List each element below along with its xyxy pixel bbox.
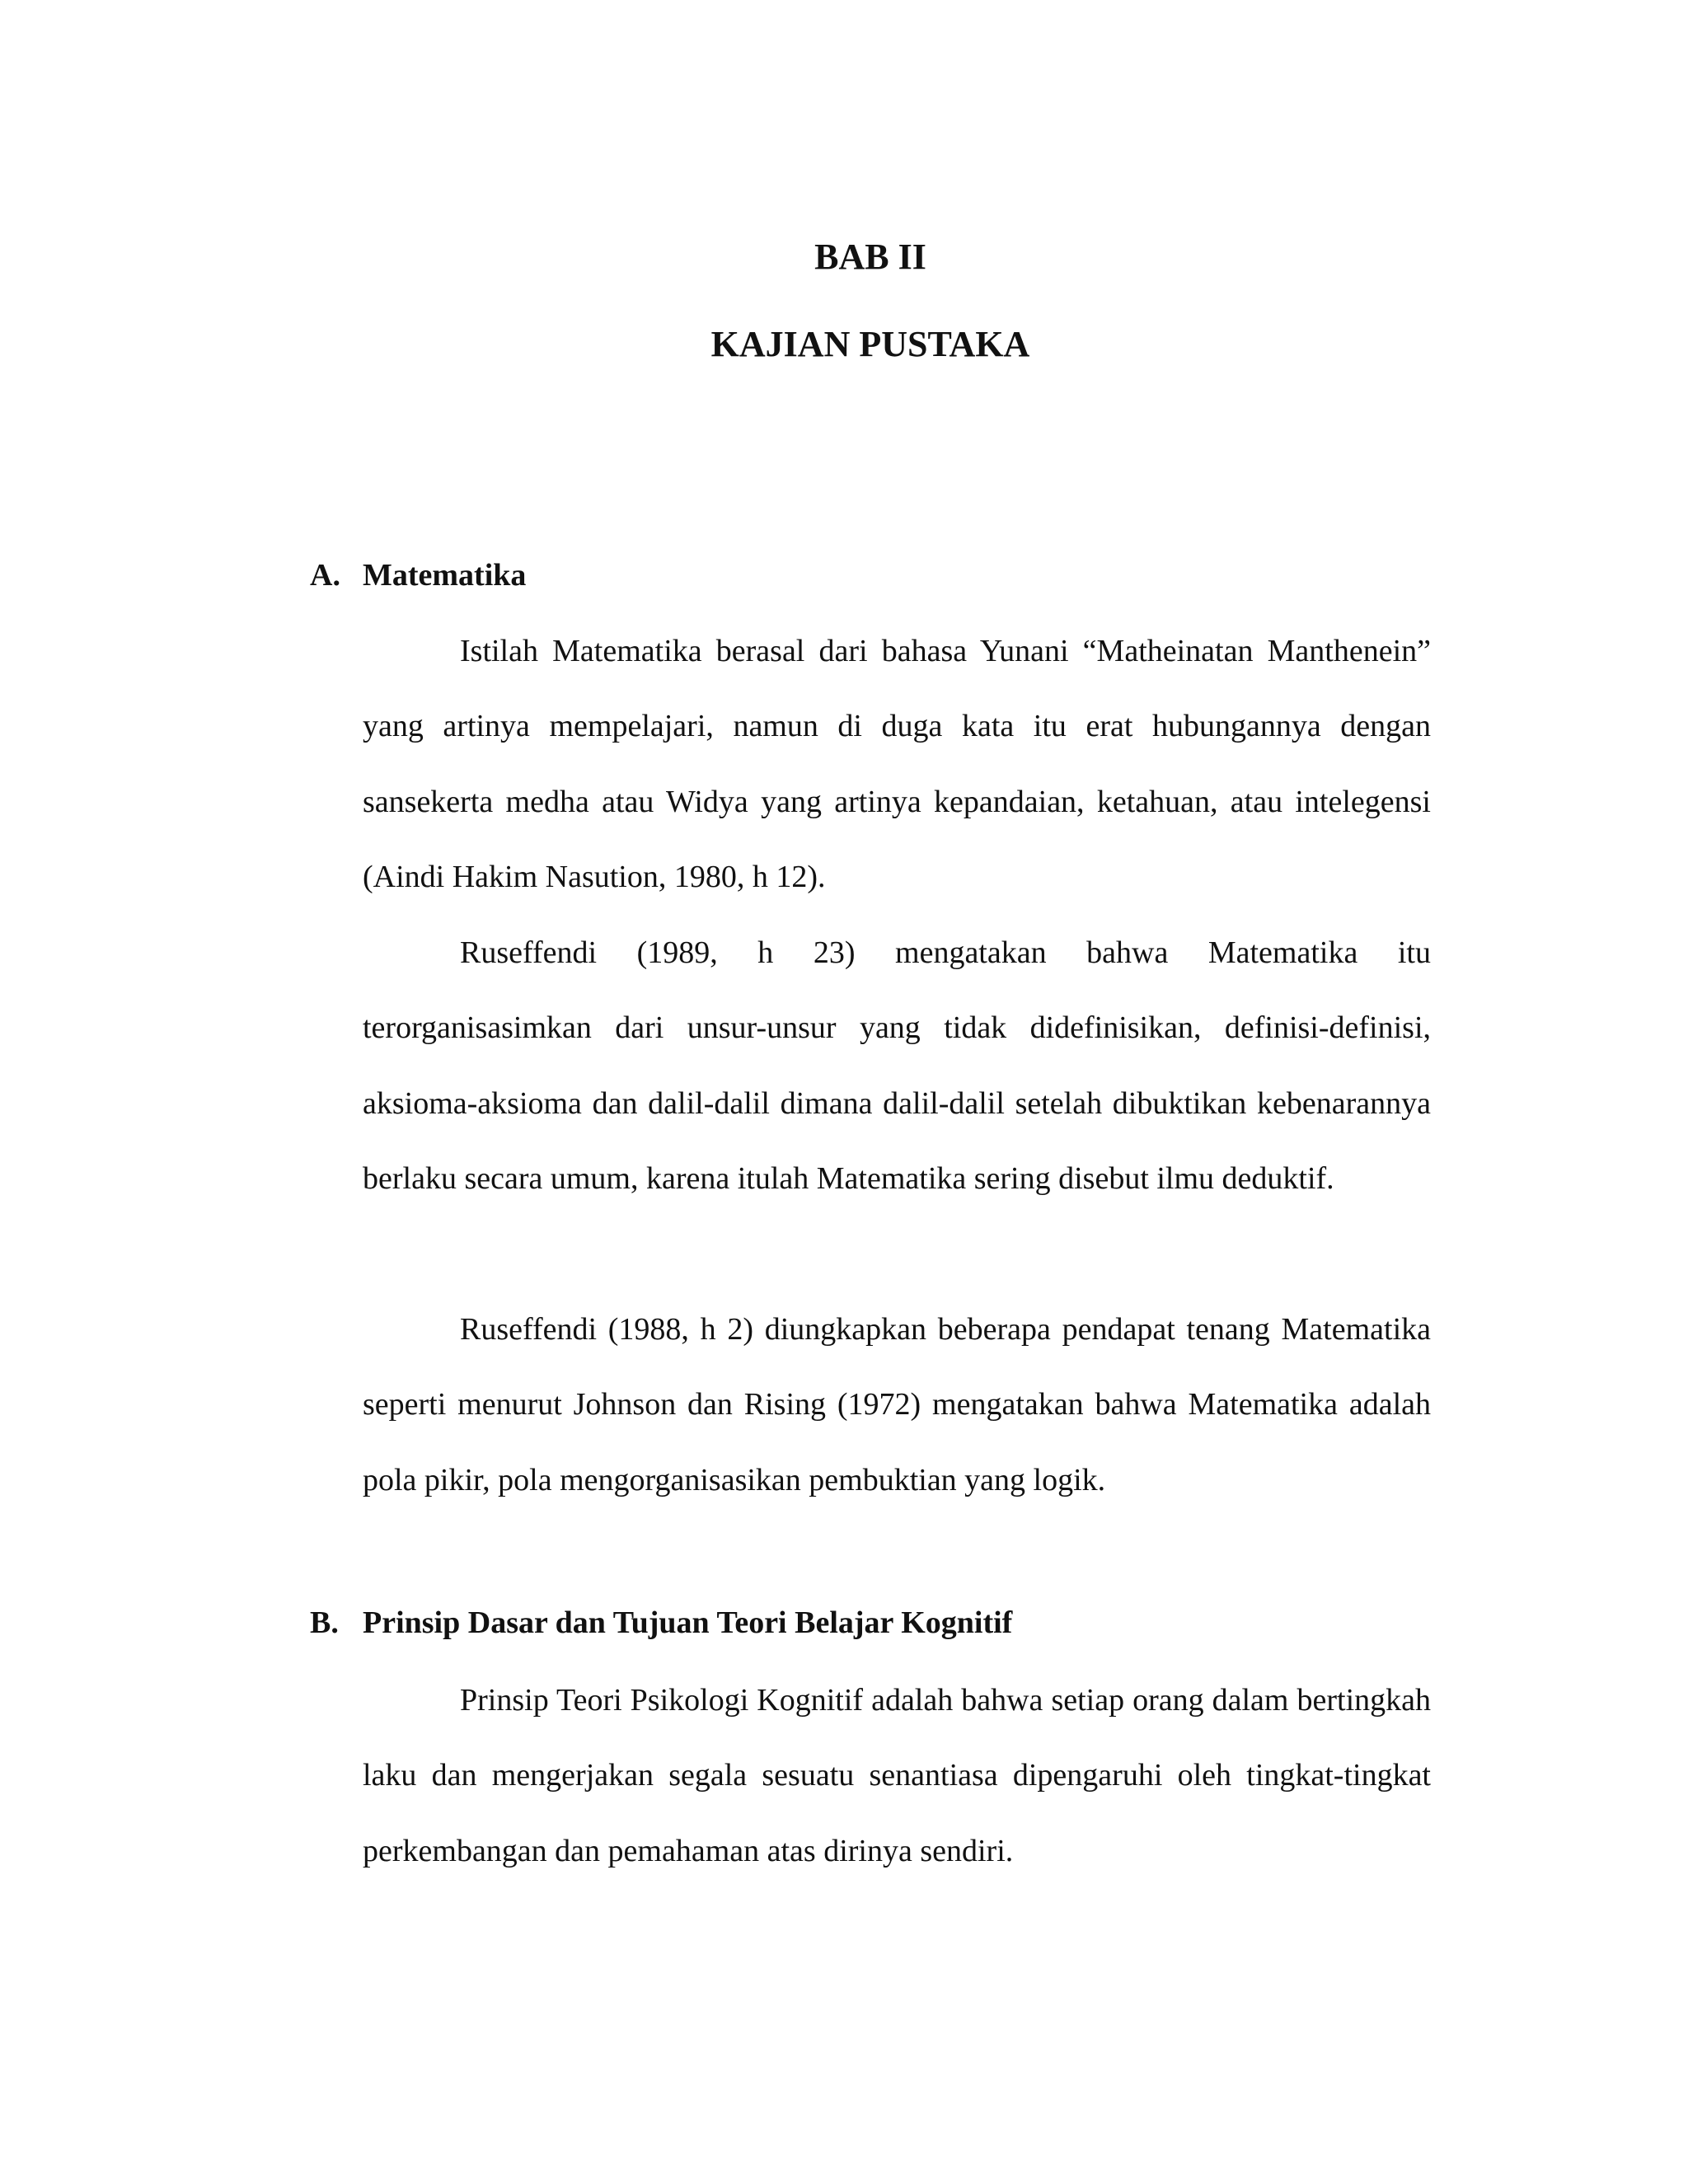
paragraph: Istilah Matematika berasal dari bahasa Yunani “Matheinatan Manthenein” yang artinya mempelajari, namun di duga kata itu erat hubungannya dengan sansekerta medha atau Widya yang artinya kepandaian, ketahuan, atau intelegensi (Aindi Hakim Nasution, 1980, h 12).: [363, 634, 1431, 895]
section-title: Matematika: [363, 558, 527, 593]
chapter-title: KAJIAN PUSTAKA: [710, 324, 1030, 364]
section-letter: B.: [310, 1605, 339, 1640]
section-heading-matematika: [310, 555, 526, 596]
paragraph: Ruseffendi (1989, h 23) mengatakan bahwa Matematika itu terorganisasimkan dari unsur-unsur yang tidak didefinisikan, definisi-definisi, aksioma-aksioma dan dalil-dalil dimana dalil-dalil setelah dibuktikan kebenarannya berlaku secara umum, karena itulah Matematika sering disebut ilmu deduktif.: [363, 935, 1431, 1197]
paragraph: Ruseffendi (1988, h 2) diungkapkan beberapa pendapat tenang Matematika seperti menurut Johnson dan Rising (1972) mengatakan bahwa Matematika adalah pola pikir, pola mengorganisasikan pembuktian yang logik.: [363, 1312, 1431, 1497]
section-heading-prinsip-dasar: [310, 1602, 1012, 1643]
section-title: Prinsip Dasar dan Tujuan Teori Belajar Kognitif: [363, 1605, 1013, 1640]
paragraph: Prinsip Teori Psikologi Kognitif adalah bahwa setiap orang dalam bertingkah laku dan mengerjakan segala sesuatu senantiasa dipengaruhi oleh tingkat-tingkat perkembangan dan pemahaman atas dirinya sendiri.: [363, 1683, 1431, 1868]
section-letter: A.: [310, 558, 340, 593]
chapter-number: BAB II: [814, 237, 926, 277]
